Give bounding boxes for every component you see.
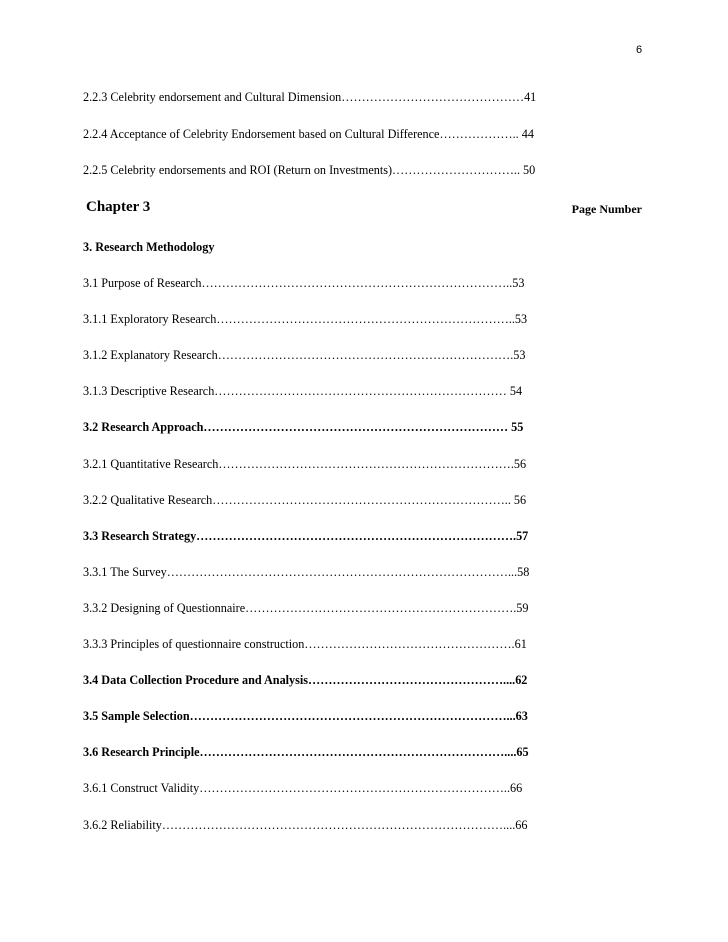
- page-number-column-label: Page Number: [571, 202, 642, 216]
- chapter-title: Chapter 3: [86, 199, 151, 215]
- toc-entry: 3.1.1 Exploratory Research………………………………………………………………..53: [83, 312, 528, 327]
- toc-entry: 3.3 Research Strategy…………………………………………………………………….57: [83, 528, 529, 543]
- page-number: 6: [636, 44, 643, 56]
- toc-entry: 3.5 Sample Selection……………………………………………………………………...63: [83, 709, 528, 724]
- toc-entry: 3.6.2 Reliability…………………………………………………………………………....66: [83, 817, 528, 832]
- toc-entry: 2.2.5 Celebrity endorsements and ROI (Return on Investments)………………………….. 50: [83, 163, 536, 177]
- toc-entry: 3.1.2 Explanatory Research……………………………………………………………….53: [83, 348, 526, 363]
- toc-entry: 3.3.1 The Survey…………………………………………………………………………...58: [83, 564, 530, 579]
- toc-entry: 3.3.3 Principles of questionnaire construction…………………………………………….61: [83, 637, 527, 651]
- toc-entry: 3.2.1 Quantitative Research……………………………………………………………….56: [83, 456, 527, 471]
- section-heading: 3. Research Methodology: [83, 240, 215, 254]
- toc-entry: 2.2.3 Celebrity endorsement and Cultural Dimension………………………………………41: [83, 90, 537, 104]
- toc-entry: 2.2.4 Acceptance of Celebrity Endorsement based on Cultural Difference……………….. 44: [83, 126, 534, 141]
- toc-entry: 3.6.1 Construct Validity…………………………………………………………………..66: [83, 781, 523, 796]
- toc-entry: 3.2.2 Qualitative Research……………………………………………………………….. 56: [83, 492, 527, 507]
- toc-entry: 3.4 Data Collection Procedure and Analysis…………………………………………....62: [83, 673, 528, 688]
- toc-entry: 3.1 Purpose of Research…………………………………………………………………..53: [83, 276, 525, 290]
- toc-entry: 3.3.2 Designing of Questionnaire………………………………………………………….59: [83, 600, 529, 615]
- toc-entry: 3.6 Research Principle…………………………………………………………………....65: [83, 745, 529, 760]
- toc-entry: 3.2 Research Approach………………………………………………………………… 55: [83, 420, 524, 435]
- toc-entry: 3.1.3 Descriptive Research……………………………………………………………… 54: [83, 384, 523, 399]
